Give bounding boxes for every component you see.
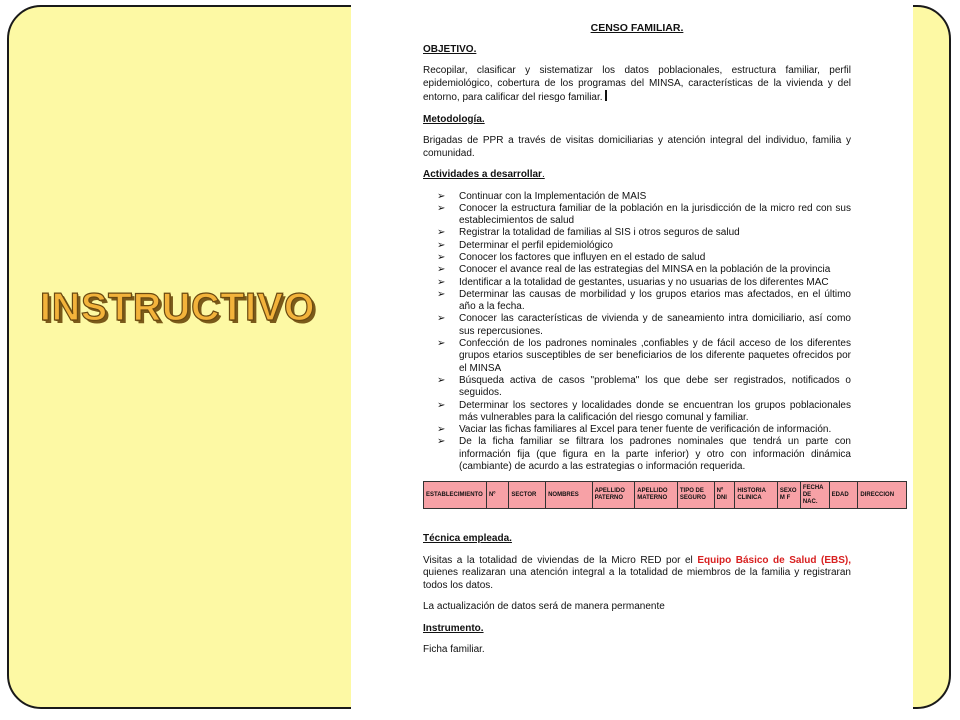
metodologia-heading: Metodología. xyxy=(423,113,485,125)
table-header-cell: APELLIDO PATERNO xyxy=(592,482,635,509)
list-item-text: Continuar con la Implementación de MAIS xyxy=(459,190,647,202)
list-item-text: Conocer la estructura familiar de la población en la jurisdicción de la micro red con sus establecimientos de salud xyxy=(459,202,851,227)
table-header-cell: Nº DNI xyxy=(714,482,735,509)
list-item-text: Vaciar las fichas familiares al Excel para tener fuente de verificación de información. xyxy=(459,424,832,436)
arrow-bullet-icon: ➢ xyxy=(437,436,446,448)
list-item xyxy=(437,252,851,264)
censo-table xyxy=(423,481,907,509)
objetivo-text-content: Recopilar, clasificar y sistematizar los datos poblacionales, estructura familiar, perfil epidemiológico, cobertura de los programas del MINSA, características de la vivienda y del entorno, para calificar del riesgo familiar. xyxy=(423,65,851,103)
table-header-cell: EDAD xyxy=(829,482,858,509)
list-item xyxy=(437,277,851,289)
arrow-bullet-icon: ➢ xyxy=(437,202,446,214)
instrumento-heading: Instrumento. xyxy=(423,622,484,634)
list-item xyxy=(437,191,851,203)
tecnica-text xyxy=(423,555,851,593)
actividades-heading-label: Actividades a desarrollar xyxy=(423,169,542,180)
slide-title: INSTRUCTIVO xyxy=(40,286,316,329)
list-item xyxy=(437,375,851,400)
arrow-bullet-icon: ➢ xyxy=(437,251,446,263)
list-item-text: Determinar las causas de morbilidad y los grupos etarios mas afectados, en el último año a la fecha. xyxy=(459,288,851,313)
list-item xyxy=(437,264,851,276)
tecnica-heading: Técnica empleada. xyxy=(423,533,512,545)
arrow-bullet-icon: ➢ xyxy=(437,239,446,251)
table-header-cell: NOMBRES xyxy=(546,482,592,509)
table-header-cell: TIPO DE SEGURO xyxy=(677,482,714,509)
list-item-text: De la ficha familiar se filtrara los padrones nominales que tendrá un parte con información fija (que figura en la parte inferior) y otro con información dinámica (cambiante) de acurdo a las estrategias o información requerida. xyxy=(459,436,851,473)
list-item xyxy=(437,400,851,425)
text-cursor xyxy=(605,90,607,101)
document-page xyxy=(351,0,913,720)
table-header-cell: DIRECCION xyxy=(858,482,907,509)
arrow-bullet-icon: ➢ xyxy=(437,313,446,325)
arrow-bullet-icon: ➢ xyxy=(437,276,446,288)
list-item xyxy=(437,227,851,239)
arrow-bullet-icon: ➢ xyxy=(437,338,446,350)
arrow-bullet-icon: ➢ xyxy=(437,264,446,276)
list-item-text: Determinar los sectores y localidades donde se encuentran los grupos poblacionales más vulnerables para la calificación del riesgo comunal y familiar. xyxy=(459,399,851,423)
table-header-cell: HISTORIA CLINICA xyxy=(735,482,778,509)
arrow-bullet-icon: ➢ xyxy=(437,399,446,411)
tecnica-text-part-1: Visitas a la totalidad de viviendas de la Micro RED por el xyxy=(423,554,693,566)
table-header-cell: APELLIDO MATERNO xyxy=(635,482,678,509)
list-item-text: Determinar el perfil epidemiológico xyxy=(459,239,613,251)
list-item-text: Conocer el avance real de las estrategias del MINSA en la población de la provincia xyxy=(459,264,831,276)
list-item-text: Conocer los factores que influyen en el estado de salud xyxy=(459,251,706,263)
instrumento-text: Ficha familiar. xyxy=(423,644,485,656)
table-header-row xyxy=(424,482,907,509)
table-header-cell: Nº xyxy=(486,482,508,509)
list-item xyxy=(437,424,851,436)
list-item xyxy=(437,436,851,473)
actualizacion-text: La actualización de datos será de manera permanente xyxy=(423,601,665,613)
actividades-heading-tail: . xyxy=(541,169,545,180)
list-item-text: Registrar la totalidad de familias al SIS i otros seguros de salud xyxy=(459,227,740,239)
metodologia-text: Brigadas de PPR a través de visitas domiciliarias y atención integral del individuo, familia y comunidad. xyxy=(423,135,851,159)
list-item xyxy=(437,289,851,314)
list-item xyxy=(437,338,851,375)
list-item-text: Búsqueda activa de casos "problema" los que debe ser registrados, notificados o seguidos. xyxy=(459,374,851,399)
table-header-cell: ESTABLECIMIENTO xyxy=(424,482,487,509)
table-header-cell: SECTOR xyxy=(509,482,546,509)
list-item-text: Identificar a la totalidad de gestantes, usuarias y no usuarias de los diferentes MAC xyxy=(459,276,829,288)
arrow-bullet-icon: ➢ xyxy=(437,190,446,202)
list-item xyxy=(437,240,851,252)
list-item-text: Conocer las características de vivienda y de saneamiento intra domiciliario, así como sus repercusiones. xyxy=(459,313,851,337)
arrow-bullet-icon: ➢ xyxy=(437,374,446,386)
objetivo-text xyxy=(423,65,851,105)
actividades-heading xyxy=(423,169,851,182)
document-title: CENSO FAMILIAR. xyxy=(590,22,684,34)
list-item xyxy=(437,313,851,338)
document-body xyxy=(423,22,895,666)
arrow-bullet-icon: ➢ xyxy=(437,288,446,300)
list-item xyxy=(437,203,851,228)
list-item-text: Confección de los padrones nominales ,confiables y de fácil acceso de los diferentes grupos etarios susceptibles de ser beneficiarios de los diferente paquetes ofrecidos por el MINSA xyxy=(459,338,851,374)
table-header-cell: FECHA DE NAC. xyxy=(800,482,829,509)
tecnica-text-part-2: quienes realizaran una atención integral a la totalidad de miembros de la familia y registraran todos los datos. xyxy=(423,567,851,591)
table-header-cell: SEXO M F xyxy=(777,482,800,509)
arrow-bullet-icon: ➢ xyxy=(437,227,446,239)
arrow-bullet-icon: ➢ xyxy=(437,424,446,436)
tecnica-highlight: Equipo Básico de Salud (EBS), xyxy=(697,554,852,566)
objetivo-heading: OBJETIVO. xyxy=(423,43,477,55)
actividades-list xyxy=(437,191,851,474)
